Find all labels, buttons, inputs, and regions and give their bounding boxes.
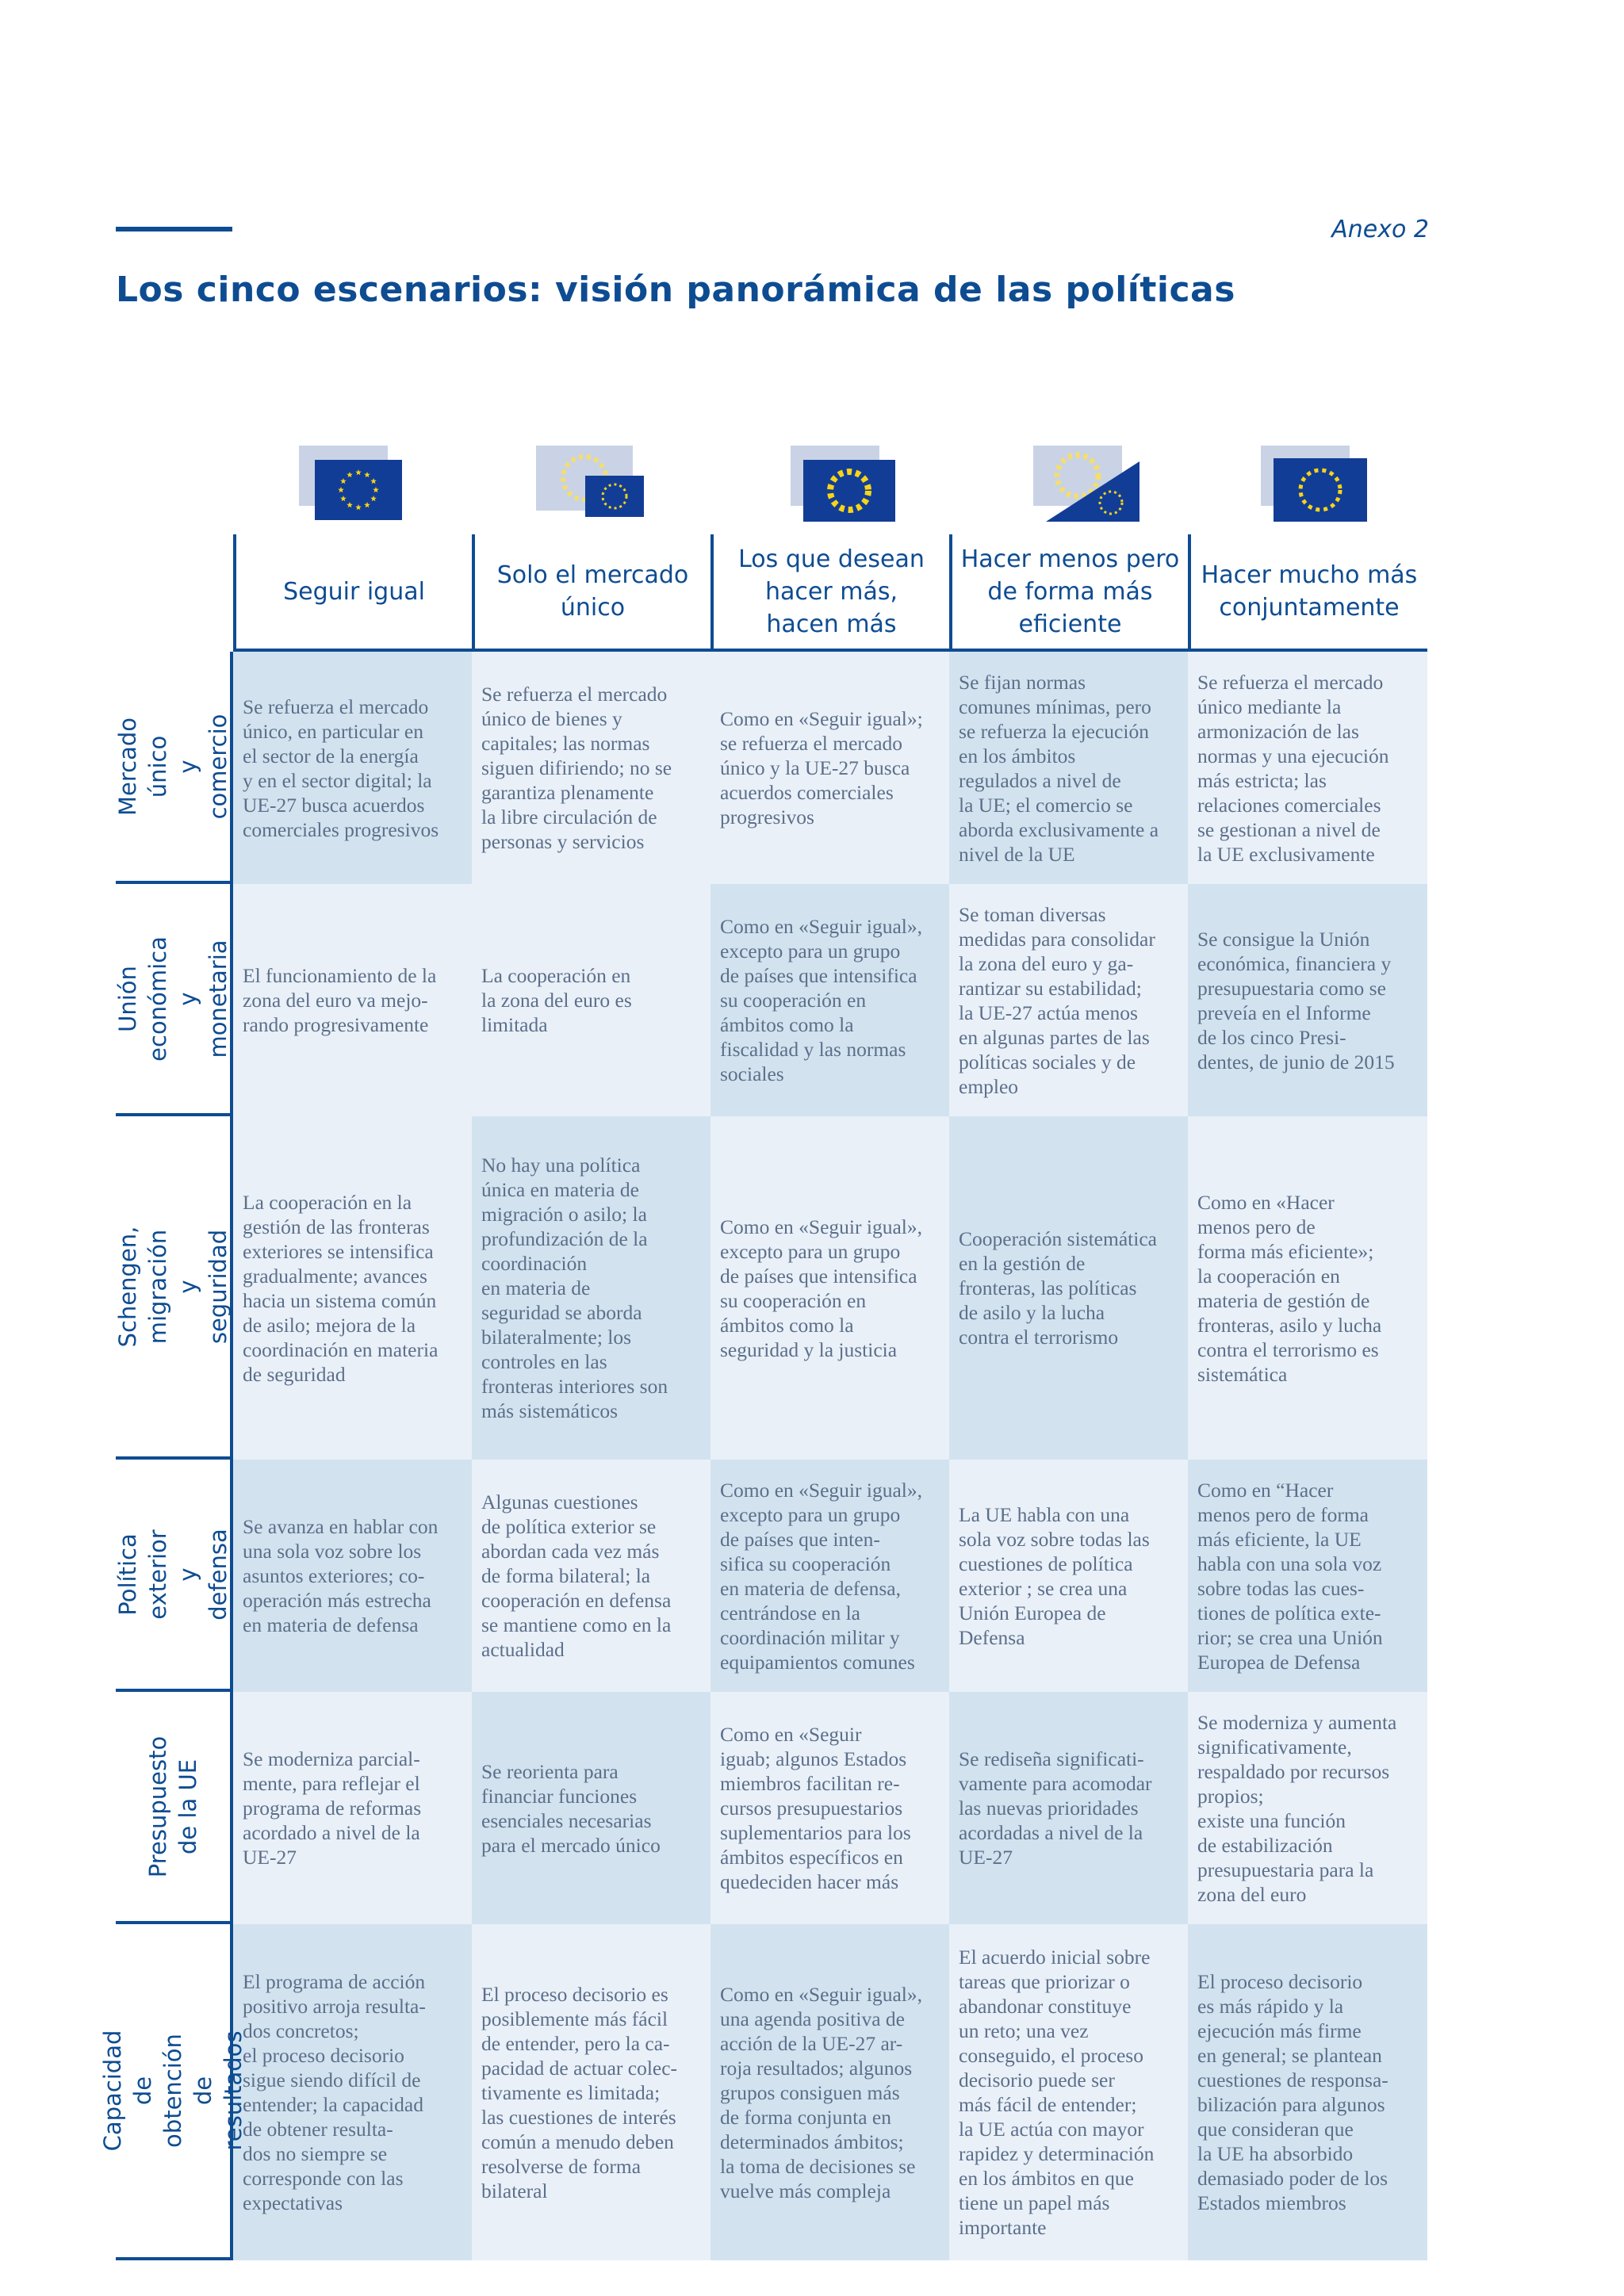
table-cell: Como en «Seguir igual», excepto para un grupo de países que intensifica su cooperación en ámbitos como la seguridad y la justicia — [710, 1116, 949, 1460]
table-cell: Como en «Seguir igual»; se refuerza el mercado único y la UE-27 busca acuerdos comerciales progresivos — [710, 652, 949, 884]
row-header-presupuesto: Presupuesto de la UE — [116, 1692, 233, 1924]
table-cell: Como en «Seguir igual», excepto para un grupo de países que intensifica su cooperación en ámbitos como la fiscalidad y las normas sociales — [710, 884, 949, 1116]
eu-flag-split-icon — [1033, 446, 1139, 522]
table-cell: El funcionamiento de la zona del euro va mejo- rando progresivamente — [233, 884, 472, 1116]
table-cell: El acuerdo inicial sobre tareas que priorizar o abandonar constituye un reto; una vez conseguido, el proceso decisorio puede ser más fácil de entender; la UE actúa con mayor rapidez y determinación en los ámbitos en que tiene un papel más importante — [949, 1924, 1188, 2260]
annex-label: Anexo 2 — [1331, 216, 1429, 243]
table-cell: Se fijan normas comunes mínimas, pero se refuerza la ejecución en los ámbitos regulados a nivel de la UE; el comercio se aborda exclusivamente a nivel de la UE — [949, 652, 1188, 884]
table-cell: La cooperación en la zona del euro es limitada — [472, 884, 710, 1116]
table-cell: Como en «Seguir igual», una agenda positiva de acción de la UE-27 ar- roja resultados; algunos grupos consiguen más de forma conjunta en determinados ámbitos; la toma de decisiones se vuelve más compleja — [710, 1924, 949, 2260]
column-header-seguir-igual: Seguir igual — [233, 534, 472, 652]
table-cell: Como en “Hacer menos pero de forma más eficiente, la UE habla con una sola voz sobre todas las cues- tiones de política exte- rior; se crea una Unión Europea de Defensa — [1188, 1460, 1427, 1692]
top-rule — [116, 227, 232, 232]
table-cell: Se moderniza y aumenta significativamente, respaldado por recursos propios; existe una función de estabilización presupuestaria para la zona del euro — [1188, 1692, 1427, 1924]
column-header-hacer-menos: Hacer menos pero de forma más eficiente — [949, 534, 1188, 652]
eu-flag-small-icon — [536, 446, 644, 522]
row-header-schengen: Schengen, migración y seguridad — [116, 1116, 233, 1460]
table-cell: Se moderniza parcial- mente, para reflejar el programa de reformas acordado a nivel de la UE-27 — [233, 1692, 472, 1924]
table-cell: Se consigue la Unión económica, financiera y presupuestaria como se preveía en el Informe de los cinco Presi- dentes, de junio de 2015 — [1188, 884, 1427, 1116]
table-cell: La UE habla con una sola voz sobre todas las cuestiones de política exterior ; se crea una Unión Europea de Defensa — [949, 1460, 1188, 1692]
table-cell: Se reorienta para financiar funciones esenciales necesarias para el mercado único — [472, 1692, 710, 1924]
table-corner — [116, 534, 233, 652]
table-cell: Cooperación sistemática en la gestión de fronteras, las políticas de asilo y la lucha contra el terrorismo — [949, 1116, 1188, 1460]
table-cell: El proceso decisorio es más rápido y la ejecución más firme en general; se plantean cuestiones de responsa- bilización para algunos que consideran que la UE ha absorbido demasiado poder de los Estados miembros — [1188, 1924, 1427, 2260]
row-header-mercado-unico: Mercado único y comercio — [116, 652, 233, 884]
table-cell: El proceso decisorio es posiblemente más fácil de entender, pero la ca- pacidad de actuar colec- tivamente es limitada; las cuestiones de interés común a menudo deben resolverse de forma bilateral — [472, 1924, 710, 2260]
column-header-solo-mercado-unico: Solo el mercado único — [472, 534, 710, 652]
page-title: Los cinco escenarios: visión panorámica de las políticas — [116, 270, 1235, 310]
table-cell: Como en «Seguir iguab; algunos Estados miembros facilitan re- cursos presupuestarios suplementarios para los ámbitos específicos en quedeciden hacer más — [710, 1692, 949, 1924]
column-header-hacer-mas: Los que desean hacer más, hacen más — [710, 534, 949, 652]
table-cell: La cooperación en la gestión de las fronteras exteriores se intensifica gradualmente; avances hacia un sistema común de asilo; mejora de la coordinación en materia de seguridad — [233, 1116, 472, 1460]
table-cell: Se rediseña significati- vamente para acomodar las nuevas prioridades acordadas a nivel de la UE-27 — [949, 1692, 1188, 1924]
eu-flag-large-icon — [1261, 446, 1367, 522]
row-header-capacidad: Capacidad de obtención de resultados — [116, 1924, 233, 2260]
table-cell: No hay una política única en materia de migración o asilo; la profundización de la coordinación en materia de seguridad se aborda bilateralmente; los controles en las fronteras interiores son más sistemáticos — [472, 1116, 710, 1460]
table-cell: Se refuerza el mercado único de bienes y capitales; las normas siguen difiriendo; no se garantiza plenamente la libre circulación de personas y servicios — [472, 652, 710, 884]
table-cell: Se refuerza el mercado único, en particular en el sector de la energía y en el sector digital; la UE-27 busca acuerdos comerciales progresivos — [233, 652, 472, 884]
eu-flag-strong-icon — [791, 446, 897, 522]
table-cell: Como en «Hacer menos pero de forma más eficiente»; la cooperación en materia de gestión de fronteras, asilo y lucha contra el terrorismo es sistemática — [1188, 1116, 1427, 1460]
table-cell: Se refuerza el mercado único mediante la armonización de las normas y una ejecución más estricta; las relaciones comerciales se gestionan a nivel de la UE exclusivamente — [1188, 652, 1427, 884]
table-cell: Se avanza en hablar con una sola voz sobre los asuntos exteriores; co- operación más estrecha en materia de defensa — [233, 1460, 472, 1692]
scenarios-table — [99, 534, 1427, 2260]
column-header-hacer-mucho-mas: Hacer mucho más conjuntamente — [1188, 534, 1427, 652]
table-cell: Se toman diversas medidas para consolidar la zona del euro y ga- rantizar su estabilidad; la UE-27 actúa menos en algunas partes de las políticas sociales y de empleo — [949, 884, 1188, 1116]
eu-flag-icon — [299, 446, 402, 522]
table-cell: El programa de acción positivo arroja resulta- dos concretos; el proceso decisorio sigue siendo difícil de entender; la capacidad de obtener resulta- dos no siempre se corresponde con las expectativas — [233, 1924, 472, 2260]
row-header-politica-exterior: Política exterior y defensa — [116, 1460, 233, 1692]
table-cell: Algunas cuestiones de política exterior se abordan cada vez más de forma bilateral; la cooperación en defensa se mantiene como en la actualidad — [472, 1460, 710, 1692]
table-cell: Como en «Seguir igual», excepto para un grupo de países que inten- sifica su cooperación en materia de defensa, centrándose en la coordinación militar y equipamientos comunes — [710, 1460, 949, 1692]
row-header-union-economica: Unión económica y monetaria — [116, 884, 233, 1116]
